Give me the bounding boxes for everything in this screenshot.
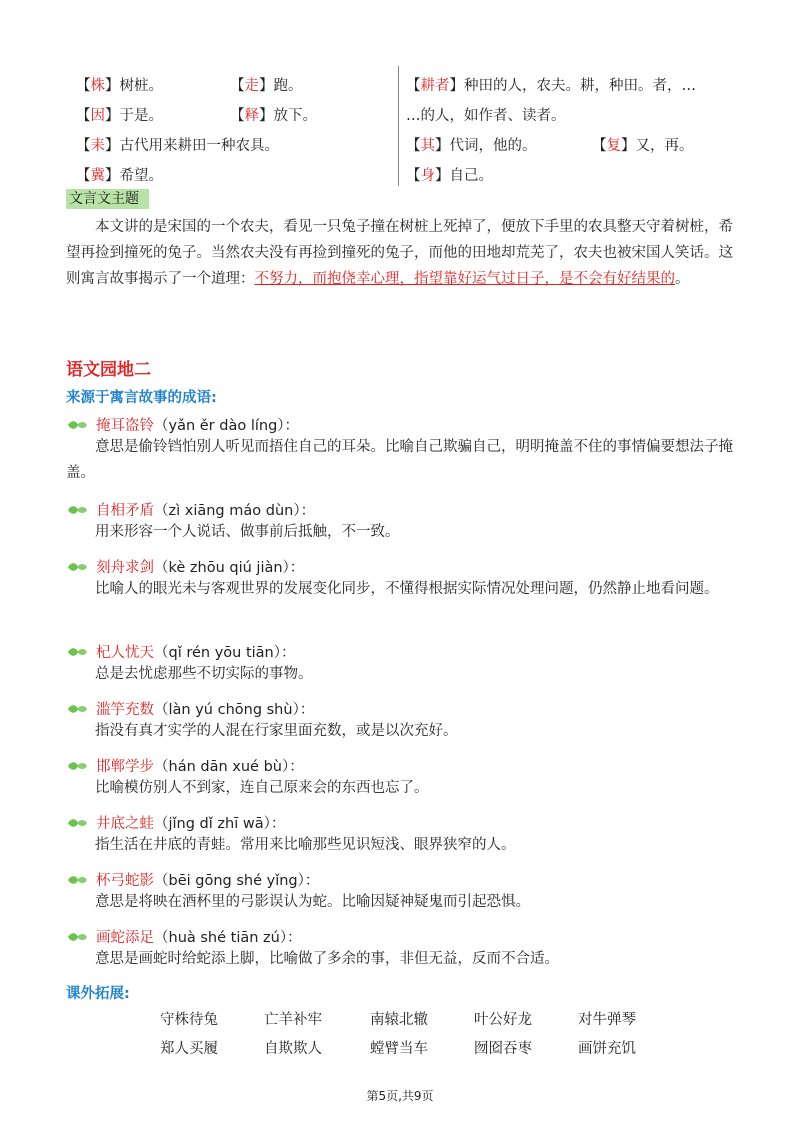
theme-paragraph: [66, 214, 736, 292]
leaf-bullet-icon: [66, 504, 88, 516]
vocab-word: 复: [606, 138, 621, 154]
section-title: 语文园地二: [66, 360, 151, 380]
idiom-description: 比喻人的眼光未与客观世界的发展变化同步，不懂得根据实际情况处理问题，仍然静止地看问题。: [95, 581, 719, 597]
idiom-description: 指没有真才实学的人混在行家里面充数，或是以次充好。: [95, 723, 458, 739]
leaf-bullet-icon: [66, 419, 88, 431]
vocab-meaning: 希望。: [119, 168, 163, 184]
vocab-entry: 【耕者】种田的人，农夫。耕，种田。者，…: [406, 78, 696, 94]
vocab-meaning: 放下。: [273, 108, 317, 124]
extension-idiom: 螳臂当车: [370, 1041, 428, 1057]
idiom-heading: [66, 869, 319, 890]
extension-idiom: 囫囵吞枣: [474, 1041, 532, 1057]
extension-idiom: 叶公好龙: [474, 1012, 532, 1028]
theme-text-end: 。: [675, 271, 690, 287]
vocab-entry: 【株】树桩。: [76, 78, 163, 94]
leaf-bullet-icon: [66, 703, 88, 715]
vocab-meaning: 种田的人，农夫。耕，种田。者，…: [464, 78, 696, 94]
vocab-entry: 【其】代词，他的。: [406, 138, 537, 154]
vocab-word: 耒: [90, 138, 105, 154]
idioms-subtitle: 来源于寓言故事的成语:: [66, 390, 217, 406]
idiom-pinyin: （zì xiāng máo dùn）：: [154, 503, 316, 519]
idiom-description: 意思是将映在酒杯里的弓影误认为蛇。比喻因疑神疑鬼而引起恐惧。: [95, 894, 530, 910]
idiom-description: 指生活在井底的青蛙。常用来比喻那些见识短浅、眼界狭窄的人。: [95, 837, 516, 853]
vocab-word: 冀: [90, 168, 105, 184]
vocab-meaning: 于是。: [119, 108, 163, 124]
vocab-meaning: 代词，他的。: [449, 138, 537, 154]
idiom-description: 意思是偷铃铛怕别人听见而捂住自己的耳朵。比喻自己欺骗自己，明明掩盖不住的事情偏要想法子掩盖。: [66, 439, 733, 481]
vocab-word: 耕者: [420, 78, 450, 94]
idiom-name: 画蛇添足: [96, 930, 154, 946]
vocab-word: 其: [420, 138, 435, 154]
vocab-word: 走: [244, 78, 259, 94]
vocab-entry: 【走】跑。: [230, 78, 303, 94]
idiom-name: 杞人忧天: [96, 645, 154, 661]
vocab-meaning: 自己。: [449, 168, 493, 184]
vocab-entry: 【耒】古代用来耕田一种农具。: [76, 138, 279, 154]
idiom-pinyin: （yǎn ěr dào líng）：: [154, 418, 300, 434]
idiom-heading: [66, 414, 299, 435]
vocab-entry: 【身】自己。: [406, 168, 493, 184]
vocab-meaning: 古代用来耕田一种农具。: [119, 138, 279, 154]
vocab-word: 释: [244, 108, 259, 124]
vocab-entry: 【因】于是。: [76, 108, 163, 124]
vocab-meaning: 又，再。: [635, 138, 694, 154]
idiom-heading: [66, 926, 302, 947]
idiom-heading: [66, 698, 314, 719]
idiom-pinyin: （kè zhōu qiú jiàn）：: [154, 560, 305, 576]
vocab-meaning: 树桩。: [119, 78, 163, 94]
extension-subtitle: 课外拓展:: [66, 986, 130, 1002]
idiom-pinyin: （hán dān xué bù）：: [154, 759, 304, 775]
page-footer: 第5页,共9页: [366, 1089, 434, 1103]
leaf-bullet-icon: [66, 874, 88, 886]
extension-idiom: 南辕北辙: [370, 1012, 428, 1028]
idiom-name: 掩耳盗铃: [96, 418, 154, 434]
idiom-heading: [66, 812, 285, 833]
extension-idiom: 守株待兔: [160, 1012, 218, 1028]
vocab-entry: 【释】放下。: [230, 108, 317, 124]
idiom-description: 总是去忧虑那些不切实际的事物。: [95, 666, 313, 682]
extension-idiom: 自欺欺人: [264, 1041, 322, 1057]
column-divider: [398, 66, 399, 186]
leaf-bullet-icon: [66, 931, 88, 943]
idiom-name: 井底之蛙: [96, 816, 154, 832]
idiom-name: 杯弓蛇影: [96, 873, 154, 889]
idiom-pinyin: （huà shé tiān zú）：: [154, 930, 302, 946]
theme-text: 本文讲的是宋国的一个农夫，看见一只兔子撞在树桩上死掉了，便放下手里的农具整天守着树桩，希望再捡到撞死的兔子。当然农夫没有再捡到撞死的兔子，而他的田地却荒芜了，农夫也被宋国人笑话。这则寓言故事揭示了一个道理：: [66, 219, 733, 287]
idiom-heading: [66, 755, 304, 776]
idiom-name: 自相矛盾: [96, 503, 154, 519]
vocab-meaning: 跑。: [273, 78, 303, 94]
vocab-meaning: …的人，如作者、读者。: [406, 108, 566, 124]
idiom-name: 滥竽充数: [96, 702, 154, 718]
idiom-heading: [66, 641, 296, 662]
leaf-bullet-icon: [66, 817, 88, 829]
idiom-description: 用来形容一个人说话、做事前后抵触，不一致。: [95, 524, 400, 540]
idiom-description: 意思是画蛇时给蛇添上脚，比喻做了多余的事，非但无益，反而不合适。: [95, 951, 559, 967]
leaf-bullet-icon: [66, 760, 88, 772]
extension-idiom: 对牛弹琴: [578, 1012, 636, 1028]
vocab-continuation: [406, 104, 566, 125]
idiom-pinyin: （qǐ rén yōu tiān）：: [154, 645, 296, 661]
idiom-heading: [66, 499, 315, 520]
vocab-word: 身: [420, 168, 435, 184]
idiom-name: 刻舟求剑: [96, 560, 154, 576]
theme-highlight: 不努力，而抱侥幸心理，指望靠好运气过日子，是不会有好结果的: [254, 271, 675, 287]
vocab-word: 株: [90, 78, 105, 94]
leaf-bullet-icon: [66, 646, 88, 658]
idiom-pinyin: （bēi gōng shé yǐng）：: [154, 873, 320, 889]
extension-idiom: 画饼充饥: [578, 1041, 636, 1057]
idiom-description: 比喻模仿别人不到家，连自己原来会的东西也忘了。: [95, 780, 429, 796]
vocab-entry: 【冀】希望。: [76, 168, 163, 184]
theme-label: 文言文主题: [66, 189, 149, 209]
vocab-entry: 【复】又，再。: [592, 138, 694, 154]
idiom-name: 邯郸学步: [96, 759, 154, 775]
idiom-pinyin: （jǐng dǐ zhī wā）：: [154, 816, 286, 832]
extension-idiom: 亡羊补牢: [264, 1012, 322, 1028]
vocab-word: 因: [90, 108, 105, 124]
idiom-heading: [66, 556, 304, 577]
leaf-bullet-icon: [66, 561, 88, 573]
idiom-pinyin: （làn yú chōng shù）：: [154, 702, 315, 718]
extension-idiom: 郑人买履: [160, 1041, 218, 1057]
